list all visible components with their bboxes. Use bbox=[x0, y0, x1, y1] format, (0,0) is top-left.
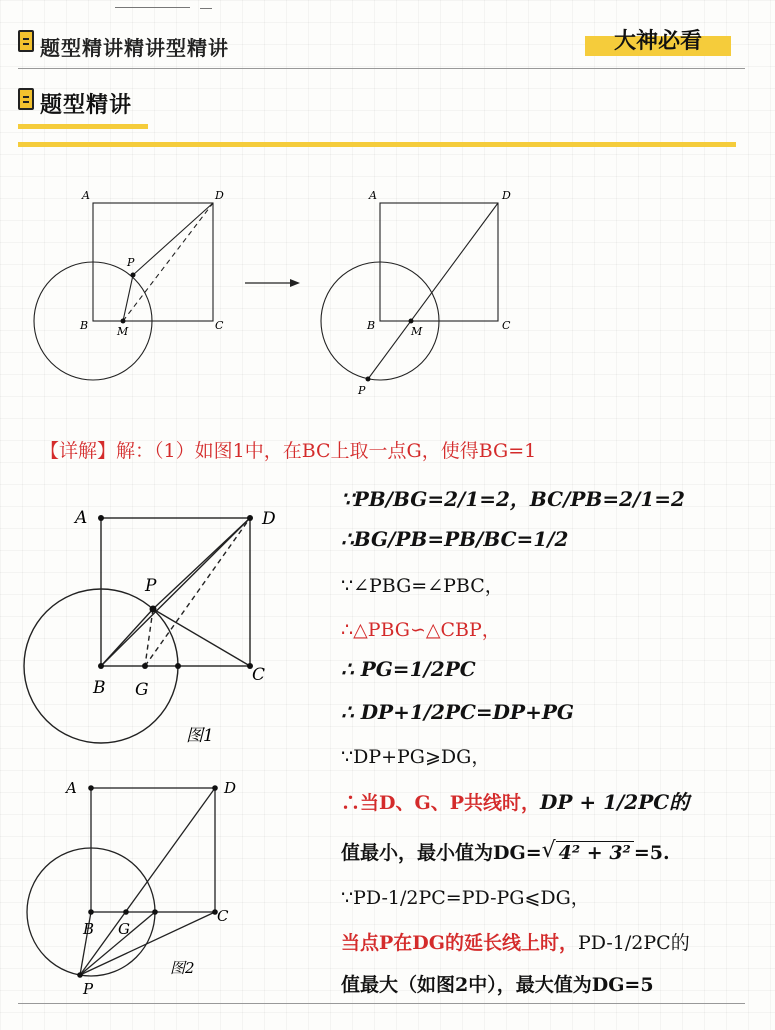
sqrt-expression bbox=[541, 838, 634, 864]
transform-arrow bbox=[245, 279, 300, 287]
step-8-expression: DP + 1/2PC的 bbox=[540, 790, 690, 814]
point-p-dot bbox=[131, 273, 136, 278]
solution-intro-text: 解：（1）如图1中，在BC上取一点G，使得BG=1 bbox=[116, 440, 537, 462]
label-d: D bbox=[502, 189, 511, 202]
label-b: B bbox=[367, 319, 376, 332]
label-c: C bbox=[217, 907, 229, 925]
header-ghost-title: 题型精讲精讲型精讲 bbox=[40, 36, 229, 60]
step-7: ∵DP+PG⩾DG， bbox=[341, 746, 491, 768]
label-m: M bbox=[117, 325, 129, 338]
label-a: A bbox=[66, 779, 77, 797]
badge-label: 大神必看 bbox=[613, 29, 702, 54]
label-m: M bbox=[411, 325, 423, 338]
figure-caption: 图1 bbox=[186, 726, 214, 746]
label-a: A bbox=[75, 508, 88, 528]
step-5: ∴ PG=1/2PC bbox=[341, 657, 476, 681]
step-8 bbox=[341, 786, 689, 815]
point-m-dot bbox=[121, 319, 126, 324]
step-8-condition: ∴当D、G、P共线时， bbox=[341, 792, 540, 814]
figure-2 bbox=[0, 770, 330, 1005]
diagram-right bbox=[321, 203, 498, 380]
solution-tag: 【详解】 bbox=[40, 440, 117, 462]
label-p: P bbox=[358, 384, 366, 397]
section-title: 题型精讲 bbox=[40, 93, 133, 118]
label-b: B bbox=[80, 319, 89, 332]
step-10: ∵PD-1/2PC=PD-PG⩽DG， bbox=[341, 887, 590, 909]
radical-sign-icon: √ bbox=[541, 838, 556, 863]
footer-divider bbox=[18, 1003, 745, 1004]
label-b: B bbox=[83, 920, 95, 938]
figure-caption: 图2 bbox=[170, 959, 195, 977]
step-4: ∴△PBG∽△CBP， bbox=[341, 619, 501, 641]
step-2: ∴BG/PB=PB/BC=1/2 bbox=[341, 527, 569, 551]
label-c: C bbox=[252, 665, 266, 685]
label-d: D bbox=[224, 779, 237, 797]
step-9 bbox=[341, 838, 670, 865]
step-9-prefix: 值最小，最小值为DG= bbox=[341, 842, 542, 864]
label-d: D bbox=[262, 509, 276, 529]
radicand: 4² + 3² bbox=[556, 841, 634, 864]
label-c: C bbox=[215, 319, 224, 332]
label-p: P bbox=[145, 576, 157, 596]
step-9-result: =5. bbox=[633, 842, 670, 864]
label-b: B bbox=[93, 678, 106, 698]
label-a: A bbox=[369, 189, 377, 202]
label-d: D bbox=[215, 189, 224, 202]
step-1: ∵PB/BG=2/1=2，BC/PB=2/1=2 bbox=[341, 487, 685, 511]
point-p-dot bbox=[366, 377, 371, 382]
top-diagrams bbox=[0, 0, 775, 420]
step-12: 值最大（如图2中），最大值为DG=5 bbox=[341, 974, 654, 996]
figure-1 bbox=[0, 490, 330, 760]
step-11 bbox=[341, 928, 690, 955]
point-m-dot bbox=[409, 319, 414, 324]
diagram-left bbox=[34, 203, 213, 380]
label-a: A bbox=[82, 189, 90, 202]
step-6: ∴ DP+1/2PC=DP+PG bbox=[341, 700, 574, 724]
label-g: G bbox=[135, 680, 149, 700]
label-p: P bbox=[83, 980, 94, 998]
label-c: C bbox=[502, 319, 511, 332]
step-3: ∵∠PBG=∠PBC， bbox=[341, 575, 504, 597]
label-g: G bbox=[118, 920, 130, 938]
label-p: P bbox=[127, 256, 135, 269]
solution-intro bbox=[40, 436, 536, 463]
step-11-condition: 当点P在DG的延长线上时， bbox=[341, 932, 578, 954]
step-11-expression: PD-1/2PC的 bbox=[578, 932, 690, 954]
